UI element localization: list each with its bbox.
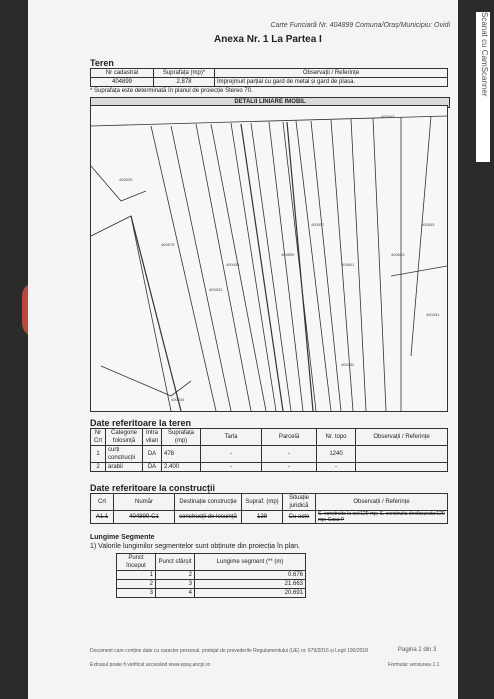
map-line bbox=[269, 122, 303, 411]
map-parcel-label: 400433 bbox=[226, 262, 240, 267]
teren-supr: 2.878 bbox=[154, 78, 215, 87]
teren-obs: Împrejmuit parțial cu gard de metal și gard de plasa. bbox=[215, 78, 448, 87]
scanner-watermark bbox=[476, 12, 490, 162]
rt-h2: Intra vilan bbox=[143, 429, 162, 446]
footer-left: Document care conține date cu caracter personal, protejat de prevederile Regulamentului (UE) nr. 679/2016 și Legii 190/2018 bbox=[90, 648, 368, 654]
rc-c3: 129 bbox=[242, 511, 283, 524]
map-parcel-label: 400531 bbox=[209, 287, 223, 292]
seg-r2-c0: 3 bbox=[117, 589, 156, 598]
map-boundary bbox=[241, 124, 283, 411]
anexa-title: Anexa Nr. 1 La Partea I bbox=[214, 34, 322, 45]
header-cf: Carte Funciară Nr. 404899 Comuna/Oraș/Municipiu: Ovidi bbox=[270, 22, 450, 29]
teren-h1: Nr cadastral bbox=[91, 69, 154, 78]
footer-bottom-right: Formular versiunea 1.1 bbox=[388, 662, 440, 668]
rt-r1-c3: 2.400 bbox=[162, 463, 201, 472]
map-line bbox=[101, 366, 191, 396]
map-line bbox=[411, 116, 431, 356]
map-parcel-label: 400543 bbox=[381, 114, 395, 119]
ref-constructii-title: Date referitoare la construcții bbox=[90, 483, 216, 493]
map-line bbox=[373, 118, 386, 411]
map-drawing bbox=[91, 106, 447, 411]
footer-page: Pagina 2 din 3 bbox=[398, 647, 437, 653]
seg-h1: Punct sfârșit bbox=[156, 554, 195, 571]
map-parcel-label: 404899 bbox=[281, 252, 295, 257]
seg-h0: Punct început bbox=[117, 554, 156, 571]
rt-r1-c1: arabil bbox=[106, 463, 143, 472]
rt-r1-c0: 2 bbox=[91, 463, 106, 472]
rt-h0: Nr Crt bbox=[91, 429, 106, 446]
footer-bottom-left: Extrasul poate fi verificat accesând www.epay.ancpi.ro bbox=[90, 662, 211, 668]
map-line bbox=[196, 124, 251, 411]
rt-h3: Suprafața (mp) bbox=[162, 429, 201, 446]
rt-r0-c6: 1240 bbox=[317, 446, 356, 463]
map-line bbox=[151, 126, 216, 411]
seg-r0-c0: 1 bbox=[117, 571, 156, 580]
teren-cad: 404899 bbox=[91, 78, 154, 87]
map-title: DETALII LINIARE IMOBIL bbox=[90, 97, 450, 108]
teren-title: Teren bbox=[90, 58, 114, 68]
rt-r0-c0: 1 bbox=[91, 446, 106, 463]
rt-r0-c7 bbox=[356, 446, 448, 463]
rt-r0-c5: - bbox=[262, 446, 317, 463]
rt-r0-c1: curți construcții bbox=[106, 446, 143, 463]
ref-teren-table bbox=[90, 428, 448, 472]
map-parcel-label: 404601 bbox=[341, 262, 355, 267]
map-parcel-label: 400517 bbox=[311, 222, 325, 227]
rc-c2: construcții de locuință bbox=[175, 511, 242, 524]
segments-table bbox=[116, 553, 306, 598]
rt-h1: Categorie folosință bbox=[106, 429, 143, 446]
rc-h1: Număr bbox=[114, 494, 175, 511]
seg-r2-c2: 20.691 bbox=[195, 589, 306, 598]
seg-r1-c0: 2 bbox=[117, 580, 156, 589]
map-parcel-label: 400575 bbox=[161, 242, 175, 247]
rt-r0-c4: - bbox=[201, 446, 262, 463]
document-page bbox=[28, 0, 458, 699]
map-parcel-label: 400534 bbox=[171, 397, 185, 402]
map-parcel-label: 400623 bbox=[391, 252, 405, 257]
segments-subtitle: 1) Valorile lungimilor segmentelor sunt obținute din proiecția în plan. bbox=[90, 543, 300, 550]
rc-c5: S. construita la sol:129 mp; S. construita desfasurata:129 mp; Casa P bbox=[316, 511, 448, 524]
map-line bbox=[91, 216, 171, 411]
seg-r1-c2: 21.663 bbox=[195, 580, 306, 589]
seg-r1-c1: 3 bbox=[156, 580, 195, 589]
segments-title: Lungime Segmente bbox=[90, 534, 155, 541]
map-parcel-label: 400432 bbox=[341, 362, 355, 367]
map-parcel-label: 400431 bbox=[426, 312, 440, 317]
rc-h5: Observații / Referințe bbox=[316, 494, 448, 511]
rc-c4: Cu acte bbox=[283, 511, 316, 524]
rt-h7: Observații / Referințe bbox=[356, 429, 448, 446]
teren-h2: Suprafața (mp)* bbox=[154, 69, 215, 78]
rt-r1-c6: - bbox=[317, 463, 356, 472]
rt-h5: Parcelă bbox=[262, 429, 317, 446]
map-line bbox=[251, 123, 291, 411]
rt-r1-c7 bbox=[356, 463, 448, 472]
rc-h2: Destinație construcție bbox=[175, 494, 242, 511]
rt-r1-c5: - bbox=[262, 463, 317, 472]
map-parcel-label: 400533 bbox=[421, 222, 435, 227]
seg-r2-c1: 4 bbox=[156, 589, 195, 598]
seg-r0-c2: 0.676 bbox=[195, 571, 306, 580]
rt-h4: Tarla bbox=[201, 429, 262, 446]
map-line bbox=[231, 123, 276, 411]
seg-h2: Lungime segment (** (m) bbox=[195, 554, 306, 571]
teren-h3: Observații / Referințe bbox=[215, 69, 448, 78]
rc-c0: A1.1 bbox=[91, 511, 114, 524]
ref-constructii-table bbox=[90, 493, 448, 524]
map-parcel-label: 400529 bbox=[119, 177, 133, 182]
rc-h0: Crt bbox=[91, 494, 114, 511]
teren-table bbox=[90, 68, 448, 87]
map-line bbox=[91, 166, 146, 201]
rt-r1-c2: DA bbox=[143, 463, 162, 472]
seg-r0-c1: 2 bbox=[156, 571, 195, 580]
map-boundary bbox=[287, 122, 313, 411]
map-line bbox=[171, 126, 231, 411]
scanner-label: Scanat cu CamScanner bbox=[480, 12, 489, 97]
teren-note: * Suprafața este determinată în planul de proiecție Stereo 70. bbox=[90, 88, 253, 94]
rc-h3: Supraf. (mp) bbox=[242, 494, 283, 511]
rc-h4: Situație juridică bbox=[283, 494, 316, 511]
rt-r0-c3: 478 bbox=[162, 446, 201, 463]
rt-h6: Nr. topo bbox=[317, 429, 356, 446]
map-line bbox=[391, 266, 447, 276]
rc-c1: 404899-C1 bbox=[114, 511, 175, 524]
rt-r0-c2: DA bbox=[143, 446, 162, 463]
ref-teren-title: Date referitoare la teren bbox=[90, 418, 192, 428]
map-line bbox=[211, 124, 266, 411]
rt-r1-c4: - bbox=[201, 463, 262, 472]
cadastral-map bbox=[90, 105, 448, 412]
